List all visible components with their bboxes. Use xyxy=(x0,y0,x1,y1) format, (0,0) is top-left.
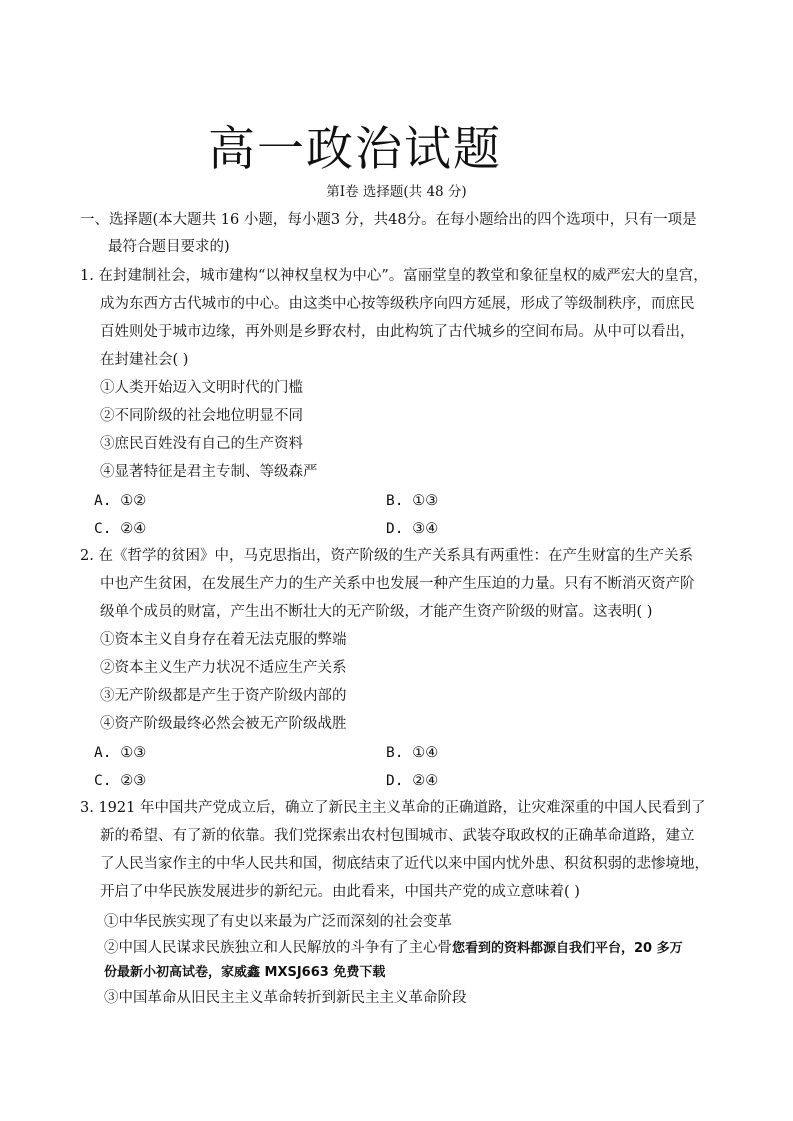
q3-statement-1: ①中华民族实现了有史以来最为广泛而深刻的社会变革 xyxy=(104,914,452,930)
q3-statement-2: ②中国人民谋求民族独立和人民解放的斗争有了主心骨 xyxy=(104,940,452,956)
q1-stem-line3: 百姓则处于城市边缘，再外则是乡野农村，由此构筑了古代城乡的空间布局。从中可以看出， xyxy=(100,324,695,340)
q1-option-a: A. ①② xyxy=(94,493,147,509)
page-title: 高一政治试题 xyxy=(208,122,502,177)
q2-statement-2: ②资本主义生产力状况不适应生产关系 xyxy=(100,660,347,676)
q1-statement-2: ②不同阶级的社会地位明显不同 xyxy=(100,408,303,424)
watermark-text-2: 份最新小初高试卷，家威鑫 MXSJ663 免费下载 xyxy=(104,965,386,980)
q3-stem-line1: 3. 1921 年中国共产党成立后，确立了新民主主义革命的正确道路，让灾难深重的中国人民看到了 xyxy=(80,800,706,816)
q2-option-a: A. ①③ xyxy=(94,745,147,761)
q1-stem-line4: 在封建社会( ) xyxy=(100,352,189,368)
q2-stem-line2: 中也产生贫困，在发展生产力的生产关系中也发展一种产生压迫的力量。只有不断消灭资产阶 xyxy=(100,576,695,592)
q1-statement-3: ③庶民百姓没有自己的生产资料 xyxy=(100,436,303,452)
section-instruction-line1: 一、选择题(本大题共 16 小题，每小题3 分，共48分。在每小题给出的四个选项中，只有一项是 xyxy=(80,212,697,228)
q1-statement-1: ①人类开始迈入文明时代的门槛 xyxy=(100,380,303,396)
section-instruction-line2: 最符合题目要求的) xyxy=(108,239,230,255)
q3-stem-line4: 开启了中华民族发展进步的新纪元。由此看来，中国共产党的成立意味着( ) xyxy=(100,884,580,900)
q3-statement-3: ③中国革命从旧民主主义革命转折到新民主主义革命阶段 xyxy=(104,990,467,1006)
q2-option-d: D. ②④ xyxy=(386,773,439,789)
q1-option-c: C. ②④ xyxy=(94,521,147,537)
watermark-line-2 xyxy=(104,962,385,983)
q1-stem-line1: 1. 在封建制社会，城市建构“以神权皇权为中心”。富丽堂皇的教堂和象征皇权的威严宏大的皇宫， xyxy=(80,268,708,284)
q2-option-c: C. ②③ xyxy=(94,773,147,789)
q3-stem-line3: 了人民当家作主的中华人民共和国，彻底结束了近代以来中国内忧外患、积贫积弱的悲惨境地， xyxy=(100,856,709,872)
q1-option-b: B. ①③ xyxy=(386,493,439,509)
q1-statement-4: ④显著特征是君主专制、等级森严 xyxy=(100,464,318,480)
q2-statement-1: ①资本主义自身存在着无法克服的弊端 xyxy=(100,632,347,648)
watermark-text-1: 您看到的资料都源自我们平台，20 多万 xyxy=(452,941,683,956)
q2-stem-line1: 2. 在《哲学的贫困》中，马克思指出，资产阶级的生产关系具有两重性：在产生财富的生产关系 xyxy=(80,548,693,564)
q1-stem-line2: 成为东西方古代城市的中心。由这类中心按等级秩序向四方延展，形成了等级制秩序，而庶民 xyxy=(100,296,695,312)
q2-stem-line3: 级单个成员的财富，产生出不断壮大的无产阶级，才能产生资产阶级的财富。这表明( ) xyxy=(100,604,653,620)
q2-statement-3: ③无产阶级都是产生于资产阶级内部的 xyxy=(100,688,347,704)
section-subtitle: 第Ⅰ卷 选择题(共 48 分) xyxy=(326,184,467,200)
q3-statement-2-line xyxy=(104,938,683,959)
q1-option-d: D. ③④ xyxy=(386,521,439,537)
q3-stem-line2: 新的希望、有了新的依靠。我们党探索出农村包围城市、武装夺取政权的正确革命道路，建立 xyxy=(100,828,695,844)
q2-option-b: B. ①④ xyxy=(386,745,439,761)
q2-statement-4: ④资产阶级最终必然会被无产阶级战胜 xyxy=(100,716,347,732)
